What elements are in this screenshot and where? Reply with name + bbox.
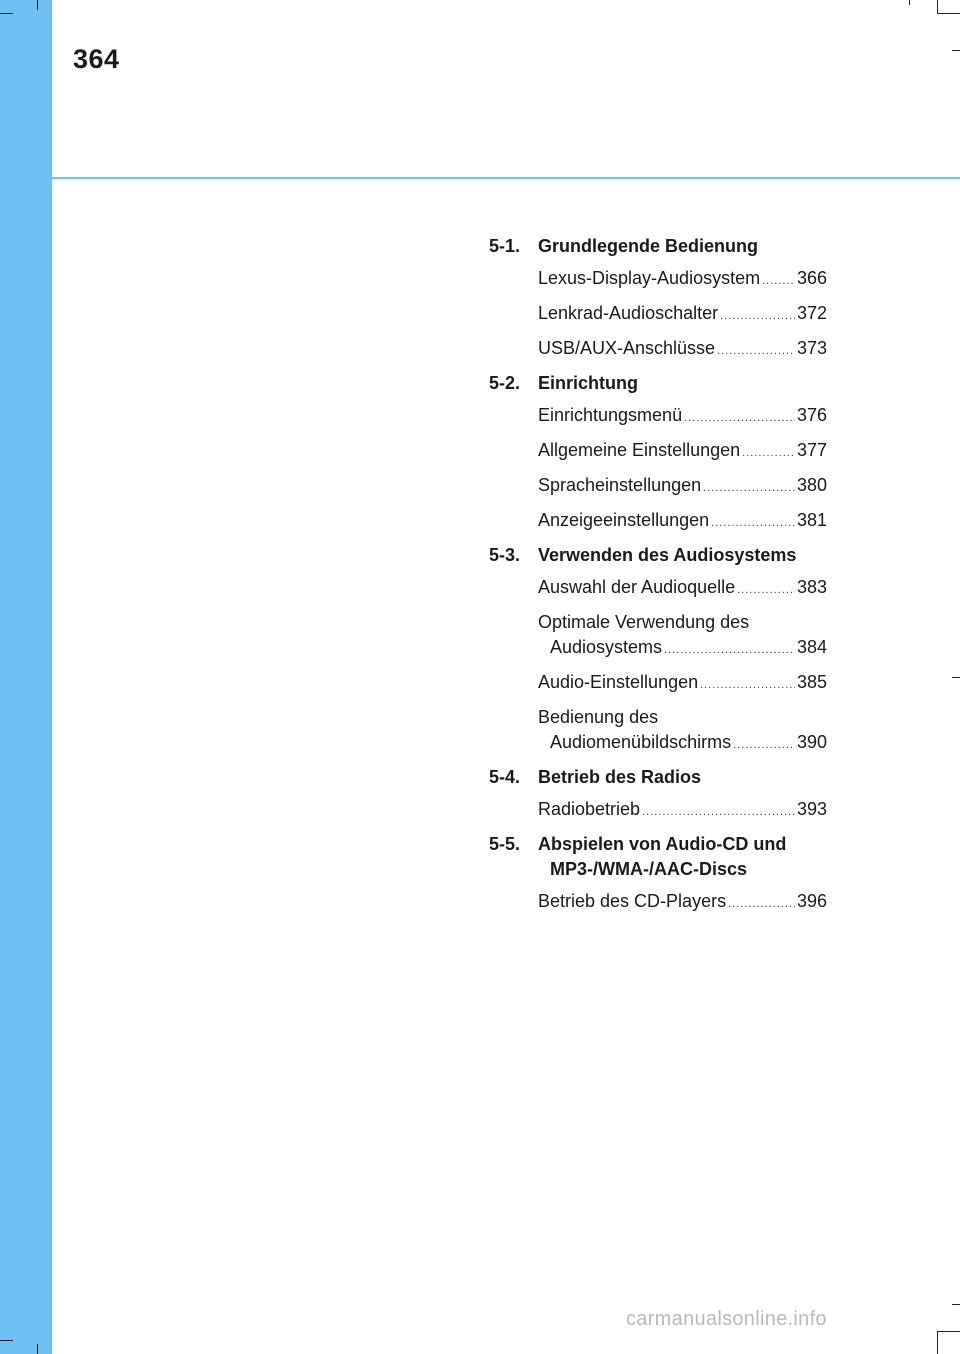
entry-row [538,438,827,466]
watermark: carmanualsonline.info [626,1308,827,1330]
entry-page-number: 377 [796,440,827,460]
toc-entry[interactable] [489,610,827,663]
toc-entry[interactable] [489,473,827,501]
dot-leader [717,339,795,364]
dot-leader [728,892,795,917]
section-title-line: Verwenden des Audiosystems [538,545,797,565]
entry-page-number: 393 [796,799,827,819]
toc-entry[interactable] [489,266,827,294]
crop-mark [952,677,960,678]
entry-title-line: Audiomenübildschirms [550,732,732,752]
crop-mark [952,50,960,51]
entry-row [538,797,827,825]
entry-page-number: 396 [796,891,827,911]
toc-section [489,832,827,917]
toc-entry[interactable] [489,301,827,329]
crop-mark [937,0,938,14]
entry-row [538,266,827,294]
entry-page-number: 366 [796,268,827,288]
dot-leader [742,441,795,466]
entry-row [538,301,827,329]
side-color-band [0,0,52,1354]
entry-title-line: Lexus-Display-Audiosystem [538,268,761,288]
entry-page-number: 381 [796,510,827,530]
section-title [538,371,638,396]
toc-entry[interactable] [489,336,827,364]
dot-leader [762,269,795,294]
section-title-line: Abspielen von Audio-CD und [538,834,787,854]
entry-row [538,508,827,536]
dot-leader [642,800,795,825]
section-number: 5-2. [489,373,521,393]
toc-entry[interactable] [489,575,827,603]
entry-page-number: 383 [796,577,827,597]
dot-leader [737,578,795,603]
page-number: 364 [73,44,120,74]
entry-row [538,730,827,758]
entry-page-number: 380 [796,475,827,495]
entry-title-line: Spracheinstellungen [538,475,702,495]
entry-title-line: Betrieb des CD-Players [538,891,727,911]
section-number: 5-3. [489,545,521,565]
dot-leader [720,304,795,329]
dot-leader [711,511,795,536]
section-number: 5-1. [489,236,521,256]
crop-mark [37,1344,38,1354]
toc-entry[interactable] [489,438,827,466]
toc-entry[interactable] [489,705,827,758]
section-title-line: MP3-/WMA-/AAC-Discs [550,859,748,879]
entry-row [538,473,827,501]
toc-section [489,543,827,758]
entry-row [538,889,827,917]
toc-section [489,234,827,364]
toc-section [489,371,827,536]
toc-entry[interactable] [489,889,827,917]
crop-mark [0,13,13,14]
toc-entry[interactable] [489,508,827,536]
entry-page-number: 372 [796,303,827,323]
entry-title-line: Lenkrad-Audioschalter [538,303,719,323]
dot-leader [733,733,795,758]
crop-mark [937,1331,938,1354]
entry-title-line: Audiosystems [550,637,663,657]
entry-title-line: Radiobetrieb [538,799,641,819]
crop-mark [0,1340,13,1341]
toc-entry[interactable] [489,797,827,825]
entry-page-number: 373 [796,338,827,358]
entry-title-line: Bedienung des [538,707,659,727]
crop-mark [937,1331,960,1332]
section-heading [489,543,827,568]
entry-title-line: Optimale Verwendung des [538,612,750,632]
entry-title-line: Allgemeine Einstellungen [538,440,741,460]
crop-mark [952,1304,960,1305]
entry-title-line: Audio-Einstellungen [538,672,699,692]
entry-title-line: Auswahl der Audioquelle [538,577,736,597]
section-title [538,832,786,882]
entry-row [538,575,827,603]
entry-title-line: USB/AUX-Anschlüsse [538,338,716,358]
toc-entry[interactable] [489,403,827,431]
section-title-line: Grundlegende Bedienung [538,236,759,256]
crop-mark [37,0,38,10]
crop-mark [937,13,960,14]
section-title-line: Einrichtung [538,373,638,393]
dot-leader [700,673,795,698]
entry-page-number: 385 [796,672,827,692]
section-heading [489,371,827,396]
entry-page-number: 390 [796,732,827,752]
section-title [538,234,758,259]
dot-leader [684,406,795,431]
section-title [538,543,796,568]
section-heading [489,234,827,259]
toc-section [489,765,827,825]
dot-leader [703,476,795,501]
section-title [538,765,701,790]
entry-row [538,336,827,364]
section-number: 5-4. [489,767,521,787]
dot-leader [664,638,795,663]
entry-row [538,635,827,663]
entry-title-line: Anzeigeeinstellungen [538,510,710,530]
entry-row [538,403,827,431]
entry-page-number: 384 [796,637,827,657]
entry-row [538,670,827,698]
section-number: 5-5. [489,834,521,854]
section-heading [489,832,827,882]
entry-title-line: Einrichtungsmenü [538,405,683,425]
entry-page-number: 376 [796,405,827,425]
crop-mark [909,0,910,5]
section-heading [489,765,827,790]
table-of-contents [489,234,827,924]
header-divider [52,177,960,179]
toc-entry[interactable] [489,670,827,698]
section-title-line: Betrieb des Radios [538,767,702,787]
